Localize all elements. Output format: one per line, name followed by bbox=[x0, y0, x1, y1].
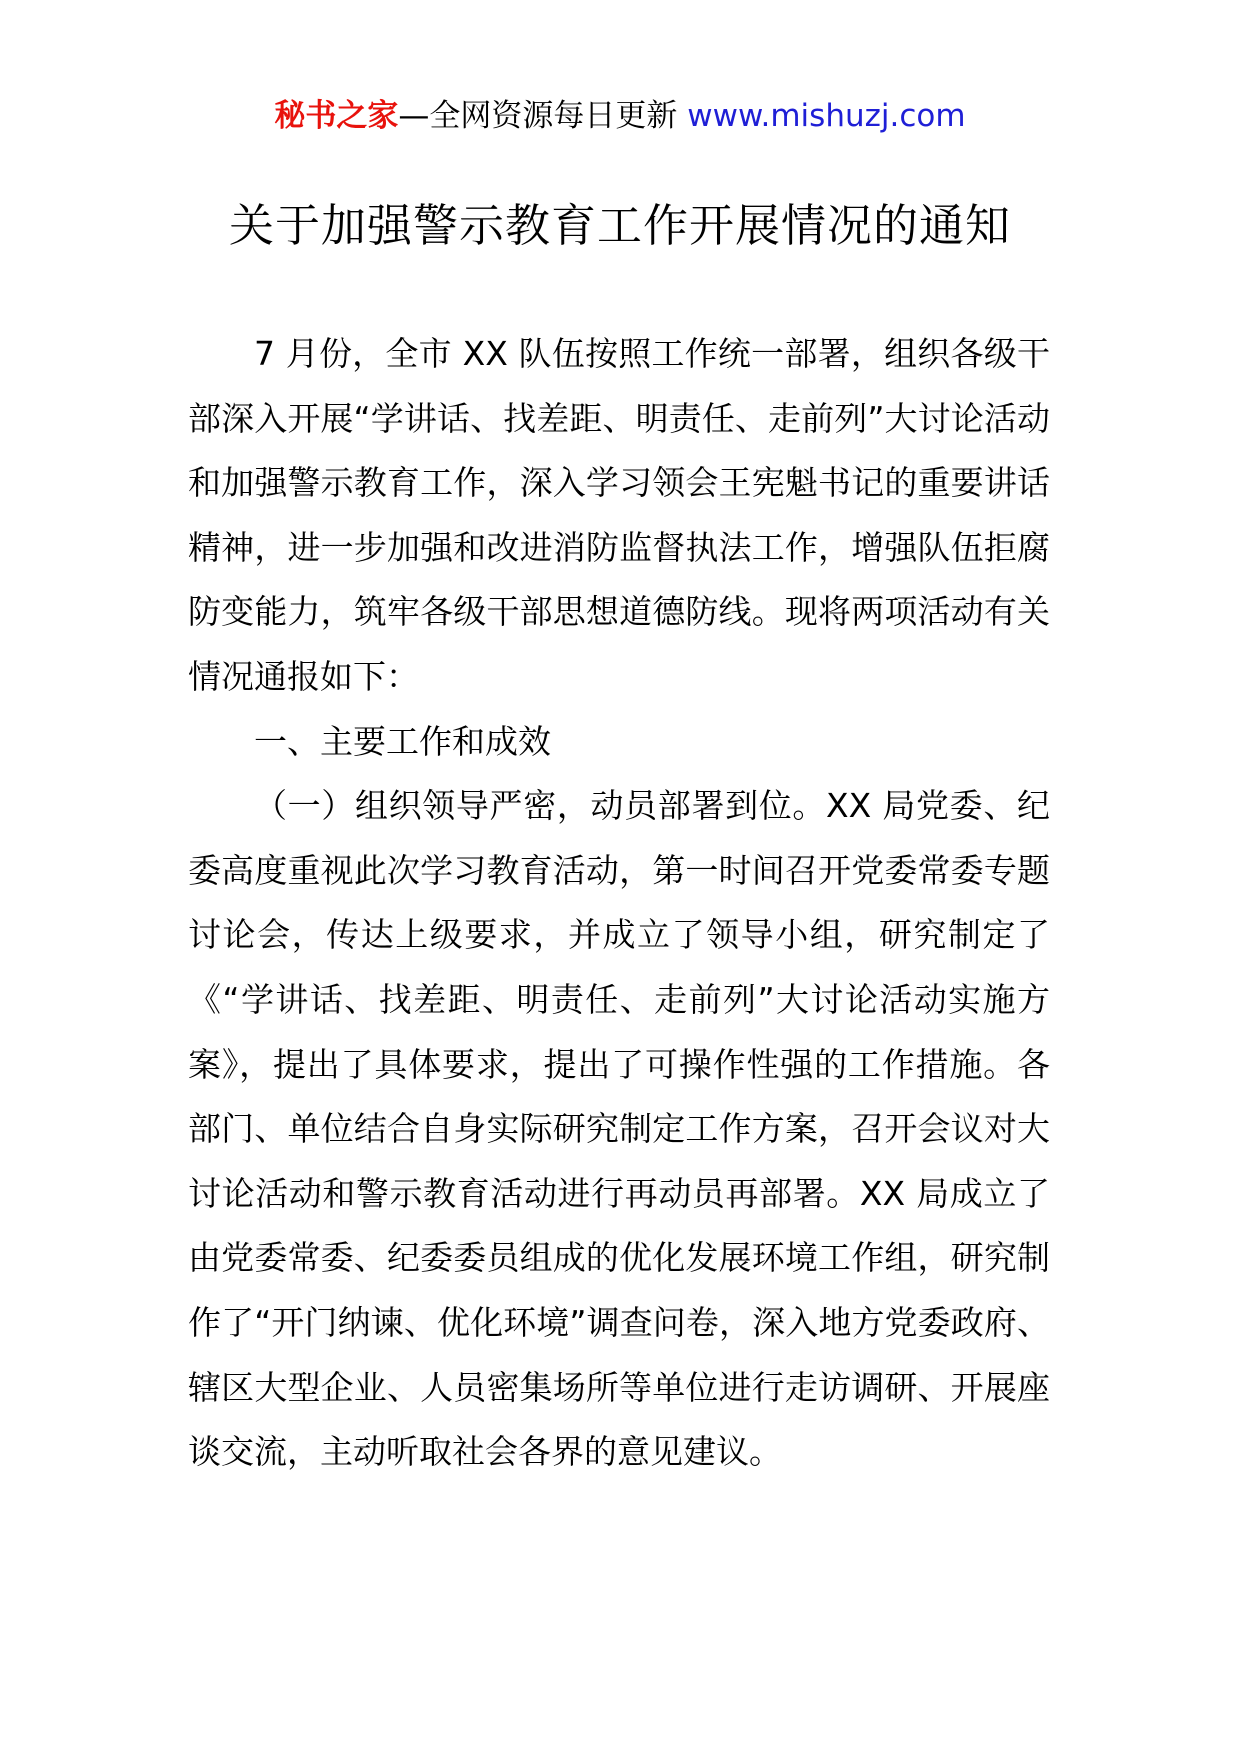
section-heading: 一、主要工作和成效 bbox=[254, 721, 551, 761]
document-body bbox=[188, 322, 1050, 1485]
intro-paragraph: 7 月份，全市 XX 队伍按照工作统一部署，组织各级干部深入开展“学讲话、找差距、明责任、走前列”大讨论活动和加强警示教育工作，深入学习领会王宪魁书记的重要讲话精神，进一步加强和改进消防监督执法工作，增强队伍拒腐防变能力，筑牢各级干部思想道德防线。现将两项活动有关情况通报如下： bbox=[188, 334, 1050, 696]
site-header bbox=[0, 96, 1240, 136]
site-tagline: —全网资源每日更新 bbox=[398, 98, 678, 134]
section-paragraph: （一）组织领导严密，动员部署到位。XX 局党委、纪委高度重视此次学习教育活动，第一时间召开党委常委专题讨论会，传达上级要求，并成立了领导小组，研究制定了《“学讲话、找差距、明责任、走前列”大讨论活动实施方案》，提出了具体要求，提出了可操作性强的工作措施。各部门、单位结合自身实际研究制定工作方案，召开会议对大讨论活动和警示教育活动进行再动员再部署。XX 局成立了由党委常委、纪委委员组成的优化发展环境工作组，研究制作了“开门纳谏、优化环境”调查问卷，深入地方党委政府、辖区大型企业、人员密集场所等单位进行走访调研、开展座谈交流，主动听取社会各界的意见建议。 bbox=[188, 786, 1050, 1472]
document-title: 关于加强警示教育工作开展情况的通知 bbox=[228, 199, 1011, 252]
site-brand: 秘书之家 bbox=[274, 98, 399, 134]
site-url-link[interactable]: www.mishuzj.com bbox=[687, 98, 966, 134]
